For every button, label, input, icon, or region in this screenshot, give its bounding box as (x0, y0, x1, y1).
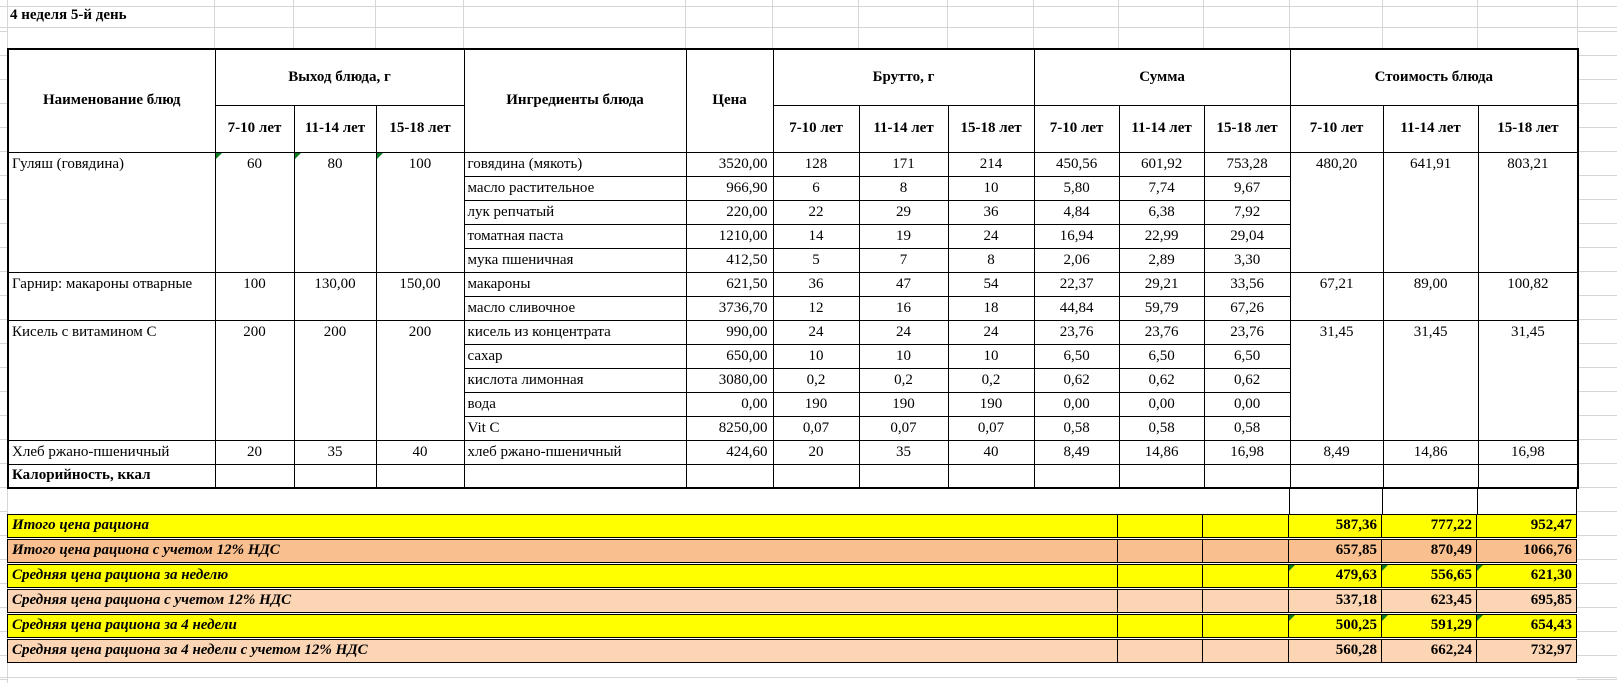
sum-cell[interactable]: 601,92 (1119, 152, 1204, 176)
sum-cell[interactable]: 14,86 (1119, 440, 1204, 464)
gross-cell[interactable]: 0,2 (948, 368, 1034, 392)
gross-cell[interactable]: 20 (773, 440, 859, 464)
dish-name-cell[interactable]: Хлеб ржано-пшеничный (8, 440, 215, 464)
summary-row (7, 564, 1577, 588)
gridline-vertical (375, 0, 376, 48)
dish-name-cell[interactable]: Гарнир: макароны отварные (8, 272, 215, 320)
ingredient-cell[interactable]: макароны (464, 272, 686, 296)
summary-row (7, 589, 1577, 613)
empty-cell[interactable] (1034, 464, 1119, 488)
sum-cell[interactable]: 5,80 (1034, 176, 1119, 200)
output-cell[interactable]: 60 (215, 152, 294, 272)
summary-value-cell[interactable]: 560,28 (1288, 640, 1381, 662)
ingredient-cell[interactable]: говядина (мякоть) (464, 152, 686, 176)
empty-cell[interactable] (686, 464, 773, 488)
gross-cell[interactable]: 0,2 (859, 368, 948, 392)
sum-cell[interactable]: 8,49 (1034, 440, 1119, 464)
price-cell[interactable]: 1210,00 (686, 224, 773, 248)
summary-row (7, 539, 1577, 563)
price-cell[interactable]: 3736,70 (686, 296, 773, 320)
sum-cell[interactable]: 59,79 (1119, 296, 1204, 320)
output-cell[interactable]: 130,00 (294, 272, 376, 320)
sum-cell[interactable]: 44,84 (1034, 296, 1119, 320)
gridline-horizontal (0, 6, 1617, 7)
gross-cell[interactable]: 40 (948, 440, 1034, 464)
cost-cell[interactable]: 31,45 (1383, 320, 1478, 440)
gridline-vertical (1577, 0, 1578, 48)
summary-empty-cell[interactable] (1117, 540, 1202, 562)
gridline-vertical (685, 0, 686, 48)
gross-cell[interactable]: 8 (948, 248, 1034, 272)
header-ingredients[interactable]: Ингредиенты блюда (464, 49, 686, 152)
price-cell[interactable]: 966,90 (686, 176, 773, 200)
header-age[interactable]: 7-10 лет (1034, 105, 1119, 152)
summary-empty-cell[interactable] (1202, 565, 1288, 587)
cost-cell[interactable]: 803,21 (1478, 152, 1578, 272)
empty-cell[interactable] (1119, 464, 1204, 488)
gross-cell[interactable]: 10 (948, 344, 1034, 368)
summary-value-cell[interactable]: 556,65 (1381, 565, 1476, 587)
gross-cell[interactable]: 171 (859, 152, 948, 176)
sum-cell[interactable]: 0,00 (1034, 392, 1119, 416)
price-cell[interactable]: 3080,00 (686, 368, 773, 392)
empty-cell[interactable] (464, 464, 686, 488)
output-cell[interactable]: 35 (294, 440, 376, 464)
gross-cell[interactable]: 7 (859, 248, 948, 272)
gross-cell[interactable]: 128 (773, 152, 859, 176)
gross-cell[interactable]: 47 (859, 272, 948, 296)
sum-cell[interactable]: 22,37 (1034, 272, 1119, 296)
sum-cell[interactable]: 0,58 (1119, 416, 1204, 440)
ingredient-cell[interactable]: кислота лимонная (464, 368, 686, 392)
cost-cell[interactable]: 89,00 (1383, 272, 1478, 320)
sum-cell[interactable]: 0,00 (1204, 392, 1290, 416)
right-gutter (1577, 0, 1617, 683)
sum-cell[interactable]: 0,58 (1034, 416, 1119, 440)
ingredient-cell[interactable]: сахар (464, 344, 686, 368)
gridline-vertical (1289, 489, 1290, 514)
output-cell[interactable]: 200 (215, 320, 294, 440)
gridline-vertical (214, 0, 215, 48)
header-output-group[interactable]: Выход блюда, г (215, 49, 464, 105)
gridline-vertical (1033, 0, 1034, 48)
gross-cell[interactable]: 24 (948, 224, 1034, 248)
gridline-horizontal (0, 27, 1617, 28)
output-cell[interactable]: 20 (215, 440, 294, 464)
ingredient-cell[interactable]: Vit C (464, 416, 686, 440)
header-price[interactable]: Цена (686, 49, 773, 152)
output-cell[interactable]: 200 (294, 320, 376, 440)
empty-cell[interactable] (376, 464, 464, 488)
cost-cell[interactable]: 67,21 (1290, 272, 1383, 320)
header-age[interactable]: 15-18 лет (376, 105, 464, 152)
gross-cell[interactable]: 36 (948, 200, 1034, 224)
sum-cell[interactable]: 16,98 (1204, 440, 1290, 464)
summary-value-cell[interactable]: 537,18 (1288, 590, 1381, 612)
sum-cell[interactable]: 7,74 (1119, 176, 1204, 200)
sum-cell[interactable]: 67,26 (1204, 296, 1290, 320)
gridline-vertical (1203, 0, 1204, 48)
sum-cell[interactable]: 29,04 (1204, 224, 1290, 248)
summary-value-cell[interactable]: 695,85 (1476, 590, 1576, 612)
output-cell[interactable]: 100 (215, 272, 294, 320)
summary-label-cell[interactable]: Средняя цена рациона за 4 недели с учетом 12% НДС (12, 642, 368, 658)
calories-label-cell[interactable]: Калорийность, ккал (8, 464, 215, 488)
gridline-vertical (1289, 0, 1290, 48)
header-row-ages (8, 105, 1578, 152)
gross-cell[interactable]: 10 (773, 344, 859, 368)
gross-cell[interactable]: 190 (859, 392, 948, 416)
sheet-title-cell[interactable]: 4 неделя 5-й день (10, 7, 127, 23)
ingredient-cell[interactable]: масло сливочное (464, 296, 686, 320)
sum-cell[interactable]: 4,84 (1034, 200, 1119, 224)
gross-cell[interactable]: 24 (773, 320, 859, 344)
empty-cell[interactable] (1290, 464, 1383, 488)
cell-flag-icon (1289, 615, 1295, 621)
header-sum-group[interactable]: Сумма (1034, 49, 1290, 105)
gross-cell[interactable]: 0,2 (773, 368, 859, 392)
cell-flag-icon (295, 153, 301, 159)
sum-cell[interactable]: 23,76 (1204, 320, 1290, 344)
gridline-vertical (1382, 489, 1383, 514)
sum-cell[interactable]: 29,21 (1119, 272, 1204, 296)
gridline-vertical (1118, 0, 1119, 48)
gross-cell[interactable]: 24 (859, 320, 948, 344)
summary-row (7, 614, 1577, 638)
summary-empty-cell[interactable] (1117, 615, 1202, 637)
table-row (8, 440, 1578, 464)
sum-cell[interactable]: 23,76 (1119, 320, 1204, 344)
sum-cell[interactable]: 23,76 (1034, 320, 1119, 344)
header-row-groups (8, 49, 1578, 105)
summary-value-cell[interactable]: 623,45 (1381, 590, 1476, 612)
summary-value-cell[interactable]: 870,49 (1381, 540, 1476, 562)
summary-value-cell[interactable]: 662,24 (1381, 640, 1476, 662)
sum-cell[interactable]: 9,67 (1204, 176, 1290, 200)
sum-cell[interactable]: 2,06 (1034, 248, 1119, 272)
gross-cell[interactable]: 0,07 (948, 416, 1034, 440)
cost-cell[interactable]: 480,20 (1290, 152, 1383, 272)
header-age[interactable]: 15-18 лет (1204, 105, 1290, 152)
gridline-vertical (858, 0, 859, 48)
summary-label-cell[interactable]: Средняя цена рациона за 4 недели (12, 617, 237, 633)
summary-empty-cell[interactable] (1117, 565, 1202, 587)
summary-value-cell[interactable]: 654,43 (1476, 615, 1576, 637)
gridline-vertical (1382, 0, 1383, 48)
summary-value-cell[interactable]: 657,85 (1288, 540, 1381, 562)
cost-cell[interactable]: 31,45 (1290, 320, 1383, 440)
header-age[interactable]: 11-14 лет (1383, 105, 1478, 152)
empty-cell[interactable] (294, 464, 376, 488)
sum-cell[interactable]: 7,92 (1204, 200, 1290, 224)
summary-value-cell[interactable]: 479,63 (1288, 565, 1381, 587)
gross-cell[interactable]: 16 (859, 296, 948, 320)
table-row (8, 272, 1578, 296)
gross-cell[interactable]: 5 (773, 248, 859, 272)
gridline-vertical (1576, 489, 1577, 514)
summary-label-cell[interactable]: Средняя цена рациона за неделю (12, 567, 229, 583)
output-cell[interactable]: 80 (294, 152, 376, 272)
summary-value-cell[interactable]: 777,22 (1381, 515, 1476, 537)
cost-cell[interactable]: 8,49 (1290, 440, 1383, 464)
price-cell[interactable]: 990,00 (686, 320, 773, 344)
cost-cell[interactable]: 31,45 (1478, 320, 1578, 440)
sum-cell[interactable]: 33,56 (1204, 272, 1290, 296)
ingredient-cell[interactable]: масло растительное (464, 176, 686, 200)
output-cell[interactable]: 150,00 (376, 272, 464, 320)
empty-cell[interactable] (1383, 464, 1478, 488)
header-age[interactable]: 7-10 лет (773, 105, 859, 152)
summary-row (7, 639, 1577, 663)
gross-cell[interactable]: 6 (773, 176, 859, 200)
output-cell[interactable]: 200 (376, 320, 464, 440)
gross-cell[interactable]: 54 (948, 272, 1034, 296)
calories-row (8, 464, 1578, 488)
dish-name-cell[interactable]: Кисель с витамином С (8, 320, 215, 440)
gross-cell[interactable]: 35 (859, 440, 948, 464)
gridline-vertical (463, 0, 464, 48)
sum-cell[interactable]: 6,50 (1204, 344, 1290, 368)
cell-flag-icon (1477, 565, 1483, 571)
cell-flag-icon (1477, 615, 1483, 621)
summary-label-cell[interactable]: Итого цена рациона (12, 517, 150, 533)
summary-empty-cell[interactable] (1202, 615, 1288, 637)
gross-cell[interactable]: 190 (773, 392, 859, 416)
cell-flag-icon (1382, 615, 1388, 621)
summary-label-cell[interactable]: Средняя цена рациона с учетом 12% НДС (12, 592, 292, 608)
price-cell[interactable]: 621,50 (686, 272, 773, 296)
gross-cell[interactable]: 22 (773, 200, 859, 224)
gross-cell[interactable]: 24 (948, 320, 1034, 344)
dish-name-cell[interactable]: Гуляш (говядина) (8, 152, 215, 272)
gross-cell[interactable]: 8 (859, 176, 948, 200)
cell-flag-icon (1289, 565, 1295, 571)
header-dish-name[interactable]: Наименование блюд (8, 49, 215, 152)
summary-value-cell[interactable]: 500,25 (1288, 615, 1381, 637)
header-age[interactable]: 7-10 лет (1290, 105, 1383, 152)
price-cell[interactable]: 8250,00 (686, 416, 773, 440)
gross-cell[interactable]: 10 (859, 344, 948, 368)
cost-cell[interactable]: 100,82 (1478, 272, 1578, 320)
output-cell[interactable]: 40 (376, 440, 464, 464)
ingredient-cell[interactable]: хлеб ржано-пшеничный (464, 440, 686, 464)
gridline-vertical (1477, 0, 1478, 48)
empty-cell[interactable] (215, 464, 294, 488)
empty-cell[interactable] (1204, 464, 1290, 488)
gross-cell[interactable]: 214 (948, 152, 1034, 176)
empty-cell[interactable] (859, 464, 948, 488)
ingredient-cell[interactable]: вода (464, 392, 686, 416)
sum-cell[interactable]: 6,50 (1034, 344, 1119, 368)
summary-value-cell[interactable]: 621,30 (1476, 565, 1576, 587)
sum-cell[interactable]: 0,58 (1204, 416, 1290, 440)
price-cell[interactable]: 3520,00 (686, 152, 773, 176)
header-age[interactable]: 15-18 лет (1478, 105, 1578, 152)
sum-cell[interactable]: 3,30 (1204, 248, 1290, 272)
gross-cell[interactable]: 19 (859, 224, 948, 248)
gross-cell[interactable]: 14 (773, 224, 859, 248)
menu-table (7, 48, 1579, 489)
gridline-vertical (293, 0, 294, 48)
ingredient-cell[interactable]: томатная паста (464, 224, 686, 248)
gross-cell[interactable]: 190 (948, 392, 1034, 416)
summary-value-cell[interactable]: 1066,76 (1476, 540, 1576, 562)
sum-cell[interactable]: 22,99 (1119, 224, 1204, 248)
sum-cell[interactable]: 6,38 (1119, 200, 1204, 224)
sum-cell[interactable]: 0,62 (1119, 368, 1204, 392)
sum-cell[interactable]: 450,56 (1034, 152, 1119, 176)
summary-empty-cell[interactable] (1202, 540, 1288, 562)
gridline-vertical (1477, 489, 1478, 514)
summary-label-cell[interactable]: Итого цена рациона с учетом 12% НДС (12, 542, 280, 558)
cost-cell[interactable]: 16,98 (1478, 440, 1578, 464)
summary-empty-cell[interactable] (1117, 515, 1202, 537)
gross-cell[interactable]: 29 (859, 200, 948, 224)
price-cell[interactable]: 412,50 (686, 248, 773, 272)
gridline-horizontal (0, 677, 1617, 678)
summary-empty-cell[interactable] (1117, 640, 1202, 662)
empty-cell[interactable] (1478, 464, 1578, 488)
sum-cell[interactable]: 6,50 (1119, 344, 1204, 368)
header-age[interactable]: 7-10 лет (215, 105, 294, 152)
cell-flag-icon (1382, 565, 1388, 571)
sum-cell[interactable]: 16,94 (1034, 224, 1119, 248)
cell-flag-icon (377, 153, 383, 159)
summary-row (7, 514, 1577, 538)
table-row (8, 320, 1578, 344)
summary-empty-cell[interactable] (1202, 590, 1288, 612)
empty-cell[interactable] (948, 464, 1034, 488)
summary-empty-cell[interactable] (1202, 515, 1288, 537)
summary-band (7, 514, 1577, 664)
output-cell[interactable]: 100 (376, 152, 464, 272)
cell-flag-icon (216, 153, 222, 159)
summary-value-cell[interactable]: 587,36 (1288, 515, 1381, 537)
header-age[interactable]: 15-18 лет (948, 105, 1034, 152)
gross-cell[interactable]: 12 (773, 296, 859, 320)
gross-cell[interactable]: 36 (773, 272, 859, 296)
gross-cell[interactable]: 0,07 (859, 416, 948, 440)
header-gross-group[interactable]: Брутто, г (773, 49, 1034, 105)
gridline-vertical (772, 0, 773, 48)
price-cell[interactable]: 220,00 (686, 200, 773, 224)
cost-cell[interactable]: 14,86 (1383, 440, 1478, 464)
sum-cell[interactable]: 0,62 (1204, 368, 1290, 392)
ingredient-cell[interactable]: мука пшеничная (464, 248, 686, 272)
sum-cell[interactable]: 2,89 (1119, 248, 1204, 272)
header-age[interactable]: 11-14 лет (294, 105, 376, 152)
gross-cell[interactable]: 18 (948, 296, 1034, 320)
sum-cell[interactable]: 753,28 (1204, 152, 1290, 176)
table-row (8, 152, 1578, 176)
gross-cell[interactable]: 0,07 (773, 416, 859, 440)
summary-empty-cell[interactable] (1117, 590, 1202, 612)
empty-cell[interactable] (773, 464, 859, 488)
price-cell[interactable]: 0,00 (686, 392, 773, 416)
left-gutter (0, 0, 7, 683)
gridline-vertical (947, 0, 948, 48)
price-cell[interactable]: 424,60 (686, 440, 773, 464)
header-cost-group[interactable]: Стоимость блюда (1290, 49, 1578, 105)
summary-value-cell[interactable]: 732,97 (1476, 640, 1576, 662)
gross-cell[interactable]: 10 (948, 176, 1034, 200)
sum-cell[interactable]: 0,62 (1034, 368, 1119, 392)
summary-value-cell[interactable]: 952,47 (1476, 515, 1576, 537)
price-cell[interactable]: 650,00 (686, 344, 773, 368)
cost-cell[interactable]: 641,91 (1383, 152, 1478, 272)
ingredient-cell[interactable]: лук репчатый (464, 200, 686, 224)
summary-empty-cell[interactable] (1202, 640, 1288, 662)
summary-value-cell[interactable]: 591,29 (1381, 615, 1476, 637)
header-age[interactable]: 11-14 лет (1119, 105, 1204, 152)
sum-cell[interactable]: 0,00 (1119, 392, 1204, 416)
header-age[interactable]: 11-14 лет (859, 105, 948, 152)
ingredient-cell[interactable]: кисель из концентрата (464, 320, 686, 344)
